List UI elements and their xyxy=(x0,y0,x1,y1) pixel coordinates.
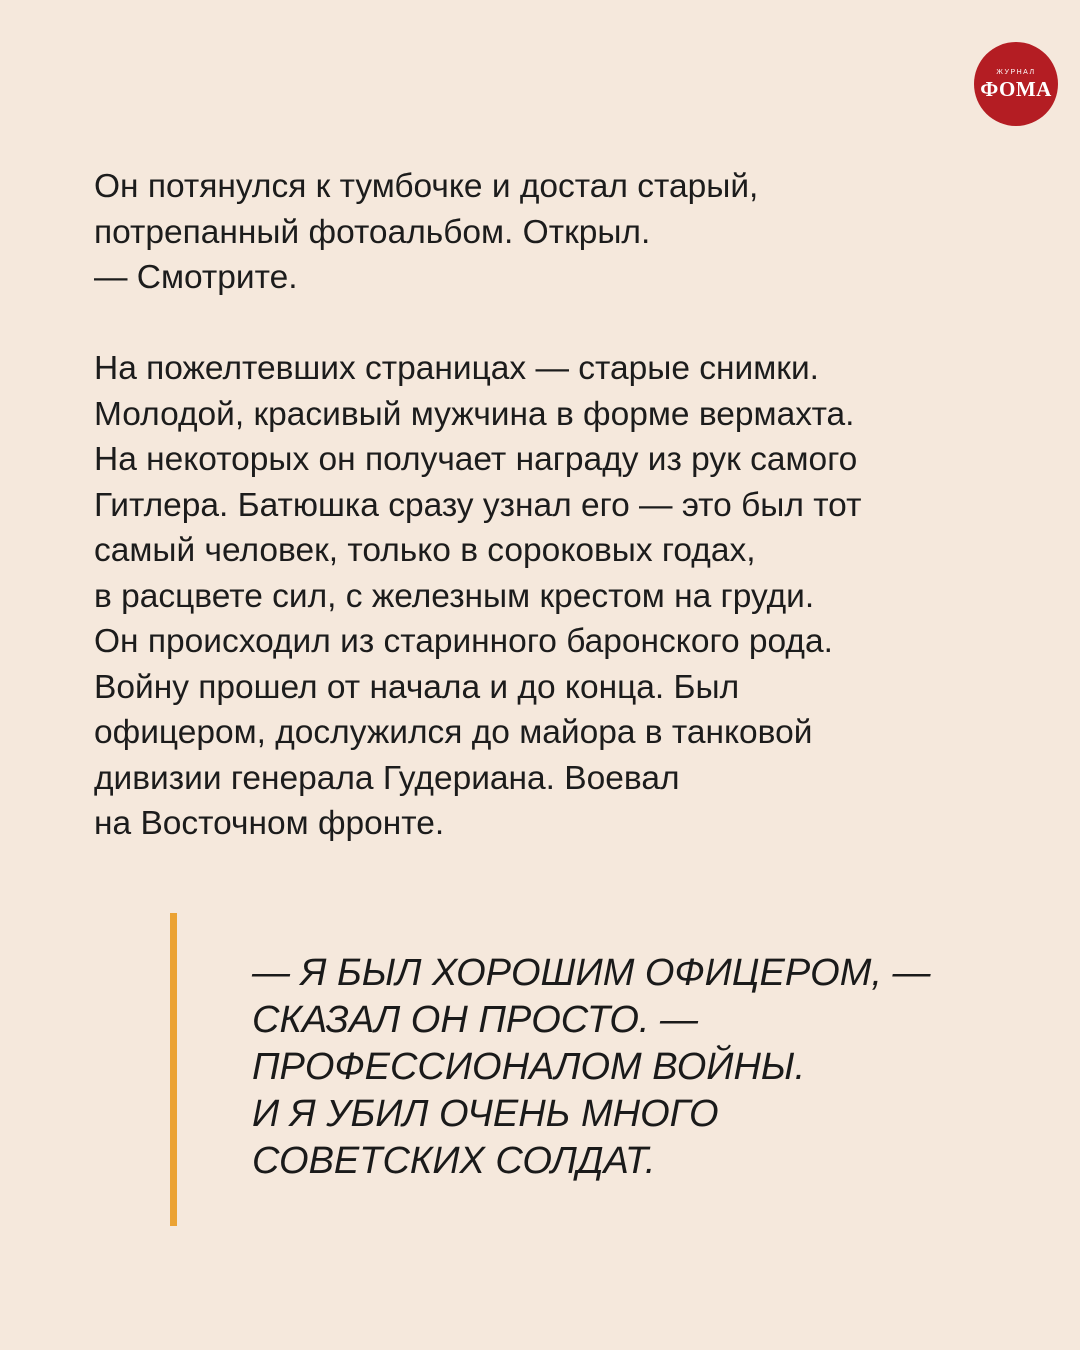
paragraph-2: На пожелтевших страницах — старые снимки. Молодой, красивый мужчина в форме вермахта. На некоторых он получает награду из рук самого Гитлера. Батюшка сразу узнал его — это был тот самый человек, только в сороковых годах, в расцвете сил, с железным крестом на груди. Он происходил из старинного баронского рода. Войну прошел от начала и до конца. Был офицером, дослужился до майора в танковой дивизии генерала Гудериана. Воевал на Восточном фронте. xyxy=(94,350,862,842)
pull-quote: — Я БЫЛ ХОРОШИМ ОФИЦЕРОМ, — СКАЗАЛ ОН ПРОСТО. — ПРОФЕССИОНАЛОМ ВОЙНЫ. И Я УБИЛ ОЧЕНЬ МНОГО СОВЕТСКИХ СОЛДАТ. xyxy=(252,952,931,1182)
logo-top-text: ЖУРНАЛ xyxy=(996,68,1036,76)
paragraph-1: Он потянулся к тумбочке и достал старый, потрепанный фотоальбом. Открыл. — Смотрите. xyxy=(94,168,759,296)
quote-accent-bar xyxy=(170,913,177,1226)
logo-main-text: ФОМА xyxy=(980,76,1052,101)
foma-magazine-logo xyxy=(974,42,1058,126)
article-body xyxy=(94,164,1014,847)
